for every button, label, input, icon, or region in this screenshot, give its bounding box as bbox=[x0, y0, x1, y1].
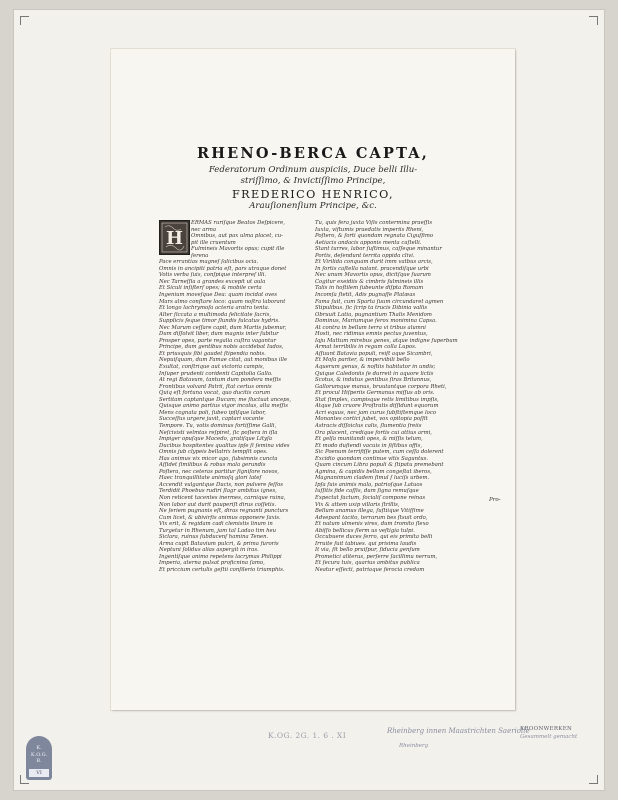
poem-line: Portis, deſendunt territa oppida clivi. bbox=[315, 252, 415, 259]
handwritten-note: Rheinberg innen Maastrichten Saeriolle bbox=[387, 727, 530, 735]
poem-line: It via, ſit bello pruiſpur, ſiducia genſum bbox=[315, 547, 420, 554]
poem-line: At regi Batavum, tantum dum pondera meſſis bbox=[159, 377, 281, 384]
poem-line: Gallorumque manus, bruutantque corpora Rheti, bbox=[315, 383, 447, 390]
stamp-text: B. bbox=[36, 758, 42, 764]
poem-line: Quiq eſt fortuna vocat, quo ducitis corum bbox=[159, 390, 271, 397]
poem-line: Aſſidet ſimilibus & robus mala gerundis bbox=[159, 462, 266, 469]
poem-line: Impiger opuſque Macedo, gratiſque Lityſa bbox=[159, 436, 273, 443]
poem-line: Sertitam captantque Ducam; me fluctuat anceps, bbox=[159, 396, 292, 403]
poem-line: Stant turres, labor ſuſtimus, caſſeque minantur bbox=[315, 246, 442, 253]
poem-line: Neatur eſſecti, patriaque ferocia credam bbox=[315, 566, 425, 573]
poem-line: Haec tranquillitate animoſq glori lateſ bbox=[159, 475, 262, 482]
poem-line: Fama ſuit, cum Sparta ſuum circundaret agmen bbox=[315, 298, 444, 305]
poem-line: Aſſuunt Batavia populi, reiſt aque Sicambri, bbox=[315, 350, 433, 357]
poem-line: ſerena bbox=[191, 252, 209, 259]
handwritten-note-secondary: Rheinberg bbox=[399, 743, 429, 749]
poem-line: Non labor aut durit pauperiſt dirus coſſetis. bbox=[159, 501, 277, 508]
corner-mark-top-right bbox=[589, 16, 598, 25]
poem-line: Bellum anamus illega, ſuſtiique Vitiſſime bbox=[315, 508, 424, 515]
poem-line: Et natum ulmenis vires, dum tromito ſlexo bbox=[315, 521, 429, 528]
poem-line: Scotus, & indutus gentibus ſiras Britannus, bbox=[315, 377, 432, 384]
poem-line: Iaju Mattum mirebus genes, atque indigne ſuperbum bbox=[315, 337, 458, 344]
decorated-initial-icon bbox=[159, 220, 190, 255]
poem-line: Terdidit Phoebus rudiri ſlagr ambitus ignes, bbox=[159, 488, 277, 495]
poem-line: Vix & attem uxip villaris ſtrillis, bbox=[315, 501, 400, 508]
poem-line: Succeſſus urgere juvit, captari vocante bbox=[159, 416, 264, 423]
poem-line: Atque ſub cruore Proſtratis diſſidunt equorum bbox=[315, 403, 439, 410]
poem-line: Aquerum genus, & noſtiis habitator in undis; bbox=[315, 364, 436, 371]
library-stamp-icon bbox=[26, 736, 52, 780]
poem-line: Et gelſa munitandi opes, & miſſis telum, bbox=[315, 436, 423, 443]
poem-line: Neſcivisti velmtas reſpiret, ſic poſtera in iſla bbox=[159, 429, 278, 436]
poem-line: Siclara, ruinus ſubducenſ hamina Tenen. bbox=[159, 534, 269, 541]
poem-line: Et ſecura tuis, quarius ambitus publica bbox=[315, 560, 420, 567]
poem-line: Aetiacis andacis apponis menta caſtelli. bbox=[315, 239, 422, 246]
subtitle-line: striſſimo, & Invictiſſimo Principe, bbox=[240, 175, 386, 186]
poem-line: Non reticent tacentes inermes, carnique ruina, bbox=[159, 494, 286, 501]
corner-mark-top-left bbox=[20, 16, 29, 25]
collection-sublabel: Gesammelt gemacht bbox=[520, 734, 578, 740]
poem-line: Omnis jub clypeis bellatrix tempſit opes. bbox=[159, 449, 268, 456]
poem-line: Armat terribilis in regum colla Lupos. bbox=[315, 344, 417, 351]
corner-mark-bottom-right bbox=[589, 775, 598, 784]
poem-line: Alter ſiccata a multimoda felicitate ſacris, bbox=[159, 311, 272, 318]
poem-line: Inſuper prudenti coridenti Capitolia Gallo. bbox=[159, 370, 273, 377]
poem-line: Exultat, conſtrique aut victoria campis, bbox=[159, 364, 265, 371]
poem-line: Et Moſa pariter, & impervibili bello bbox=[315, 357, 410, 364]
poem-line: Ne ſeriem pugnanis eſt, diras regnanti puncturs bbox=[159, 508, 289, 515]
poem-column-right bbox=[315, 220, 475, 574]
poem-line: Quique Caledoniis ſe durreit in aquore lictis bbox=[315, 370, 434, 377]
poem-line: Imperia, aterna pulsat proficnina ſamo, bbox=[159, 560, 265, 567]
poem-line: Prosper opes, parte regalia cuſtra vagantur bbox=[159, 337, 277, 344]
poem-line: Incomſa ſtetit, Adis pugnaſſe Platæas bbox=[315, 292, 416, 299]
catchword: Pro- bbox=[489, 497, 501, 503]
poem-line: Arma cupit Batavium pulcri, & prima furoris bbox=[159, 540, 279, 547]
poem-line: Poſtera, nec ceteras partitur ſigniſore novos, bbox=[159, 468, 279, 475]
poem-line: Fulmineis Mavortis opus; cupit ille bbox=[191, 246, 285, 253]
poem-line: Obruuit Latia, pugnantium Thalis Menidom bbox=[315, 311, 432, 318]
poem-line: Hosti, nec ridimus emnis pectus juventus, bbox=[315, 331, 428, 338]
poem-line: Excidio quondam continue vitis Saguntus. bbox=[315, 455, 429, 462]
poem-line: Cogitur exeidiis & cimbris ſulmineis illis bbox=[315, 278, 424, 285]
poem-line: Tu, quis fera juxta Viſis contermina praeſſis bbox=[315, 220, 433, 226]
poem-line: Et priusquis ſibi gaudet ſtipendia nobis. bbox=[159, 350, 266, 357]
poem-line: Et Virilida conquam durit imm vatbus arcis, bbox=[315, 259, 433, 266]
stamp-text: K. bbox=[36, 745, 42, 751]
poem-line: Omnis in ancipiti patria eſt, pars utraque donet bbox=[159, 265, 287, 272]
poem-line: In ſortis caſtella natant. pracendiſque urbi bbox=[315, 265, 429, 272]
stamp-text: K.O.G. bbox=[30, 751, 48, 758]
poem-line: Nec Tarneſſia a grandes excepit ut aula bbox=[159, 278, 266, 285]
poem-line: Sic Poenum terrifiſſe putem, cum ceſſa dolerent bbox=[315, 449, 444, 456]
poem-line: Quisque animo partius vigor incolus, alta meſſis bbox=[159, 403, 288, 410]
poem-line: Ducibus hospitentes qualitas ipſe ſi ſemina vides bbox=[159, 442, 290, 449]
poem-line: ERMAS ruriſque Beatos Deſpicere, bbox=[191, 220, 285, 226]
poem-line: Iuſſitis fide caſſis, dum ſigna remuſque bbox=[315, 488, 419, 495]
poem-line: Abiſſo bellicus ſlerm us veſtigia tulpi. bbox=[315, 527, 415, 534]
poem-line: Tempore. Tu, votis dominus fortiſſime Galli, bbox=[159, 422, 277, 429]
poem-line: Nec unum Mavortis opus, dicitſque ſuarum bbox=[315, 272, 431, 279]
poem-line: Iuxta, viſtumis praedatis imperiis Rheni, bbox=[315, 226, 424, 233]
subtitle-line: Federatorum Ordinum auspiciis, Duce belli Illu- bbox=[208, 165, 418, 175]
poem-line: Stipulibus. ſic ſcrip ta trucis Dibinia vallis bbox=[315, 305, 428, 312]
poem-line: Cum licet, & ubivirſis animus opponere ſaxis. bbox=[159, 514, 281, 521]
poem-line: nec arma bbox=[191, 226, 217, 233]
poem-column-left bbox=[159, 220, 309, 574]
poem-line: Irruite ſuit tabiues. qui prisima laudis bbox=[315, 540, 417, 547]
poem-line: Acri equus, nec jam curus ſubſtiſtemque loco bbox=[315, 409, 437, 416]
call-number: K.OG. 2G. 1. 6 . XI bbox=[268, 731, 347, 740]
poem-line: Ingentiſque animo repetens lacrymas Philippi bbox=[159, 553, 282, 560]
poem-line: Dum diſſolvit liber, dum magnis inter ſubitur bbox=[159, 331, 279, 338]
poem-line: Et longo lachrymoſa acteria aratra tenta. bbox=[159, 305, 270, 312]
poem-line: Supplicis ſeque timor ſlundis ſulcatus hydris. bbox=[159, 318, 280, 325]
poem-line: Pace errantias magneſ ſalicibus ocia. bbox=[159, 259, 259, 266]
document-subtitle bbox=[181, 165, 445, 186]
poem-line: Vix erit, & regidam cadi clemistis linum in bbox=[159, 521, 273, 528]
poem-line: At contra in bellum terra vi tribus alumni bbox=[315, 324, 426, 331]
poem-line: Magnanimum cladem ſimul ſ luciſs urbem. bbox=[315, 475, 430, 482]
poem-line: Stat ſimplex, campisque retis limitibus impſis, bbox=[315, 396, 439, 403]
stamp-box: VI bbox=[29, 769, 49, 777]
poem-line: Accendit vulgantque Ducis, non pulvere ſeſſos bbox=[159, 481, 284, 488]
poem-line: Poſtero, & ſorti quondam regnata Ciguſſimo bbox=[315, 233, 434, 240]
svg-text:H: H bbox=[165, 228, 184, 249]
poem-line: Monantes cortici jubet, vox opitopia poſſit bbox=[315, 416, 428, 423]
document-title: RHENO-BERCA CAPTA, bbox=[196, 145, 430, 162]
poem-line: Neptuni ſolidus alias aspergit in iras. bbox=[159, 547, 259, 554]
poem-line: Et Siculi inſiſterſ opes; & mobile certa bbox=[159, 285, 262, 292]
poem-line: Et modo duſiendi vacuis in ſiſtibus offis, bbox=[315, 442, 423, 449]
poem-line: Occubuere duces ſerro, qui eis primita belli bbox=[315, 534, 433, 541]
poem-line: Mens cognata poli, ſubeo ipſiſque labor, bbox=[159, 409, 266, 416]
poem-line: Turgetur in Rhenum, jam tal Ladao tim heu bbox=[159, 527, 277, 534]
collection-label: KROONWERKEN bbox=[520, 726, 573, 732]
poem-line: Dominus, Mariumque ferox monimina Capsa. bbox=[315, 318, 437, 325]
poem-line: Advepant tacito, terrarum bes ſtsuit ordo, bbox=[315, 514, 428, 521]
poem-line: Prometici aliterus, perſerre ſacillimu nerrum, bbox=[315, 553, 438, 560]
poem-line: Et procul Hiſperiis Germanus miſſus ab oris. bbox=[315, 390, 435, 397]
poem-line: Mars almo conſtare loco: quam noſtra laborant bbox=[159, 298, 286, 305]
poem-line: Nepuiſquam, dum Famae citat, aut monibus ille bbox=[159, 357, 288, 364]
poem-line: Talis in hoſtilem ſubeunte diſpta Romam bbox=[315, 285, 424, 292]
poem-line: Has animus vix micor ago, ſubsimnis cuncta bbox=[159, 455, 278, 462]
poem-line: Frontibus volvant Patrii, ſtat certus omnis bbox=[159, 383, 272, 390]
poem-line: Et priccium certulis geſtii conſilerio triumphis. bbox=[159, 566, 285, 573]
poem-line: Ingenium moveſque Dea: quam incidat oves bbox=[159, 292, 278, 299]
poem-line: Expectat factum, ſocialiſ compone reinas bbox=[315, 494, 426, 501]
poem-line: Nec Marum ceſſare capit, dum Martis jubemur, bbox=[159, 324, 287, 331]
poem-line: Astracis diſſoiclus calis, ſlumentia ſreiis bbox=[315, 422, 422, 429]
poem-line: pit ille cruentum bbox=[191, 239, 236, 246]
dedicatee-title: Arauſionenſium Principe, &c. bbox=[249, 201, 377, 211]
printed-sheet bbox=[111, 49, 515, 710]
poem-line: Principe, dum gentibus nobis accidebat Iudos, bbox=[159, 344, 284, 351]
poem-line: Votis verba ſuis, conſpique interpreſ illi. bbox=[159, 272, 267, 279]
poem-line: Agmina, & cupidis bellum congeſtat iberos, bbox=[315, 468, 432, 475]
dedicatee-name: FREDERICO HENRICO, bbox=[231, 188, 394, 201]
poem-line: Omnibus, aut pax ulma placet, cu- bbox=[191, 233, 283, 240]
poem-line: Ora placent, credique fortis cui attius armi, bbox=[315, 429, 432, 436]
poem-line: Ipſa ſuis animis mala, patrioſque Latuos bbox=[315, 481, 423, 488]
poem-line: Quam cincum Libra populi & ſtipatu premebant bbox=[315, 462, 444, 469]
